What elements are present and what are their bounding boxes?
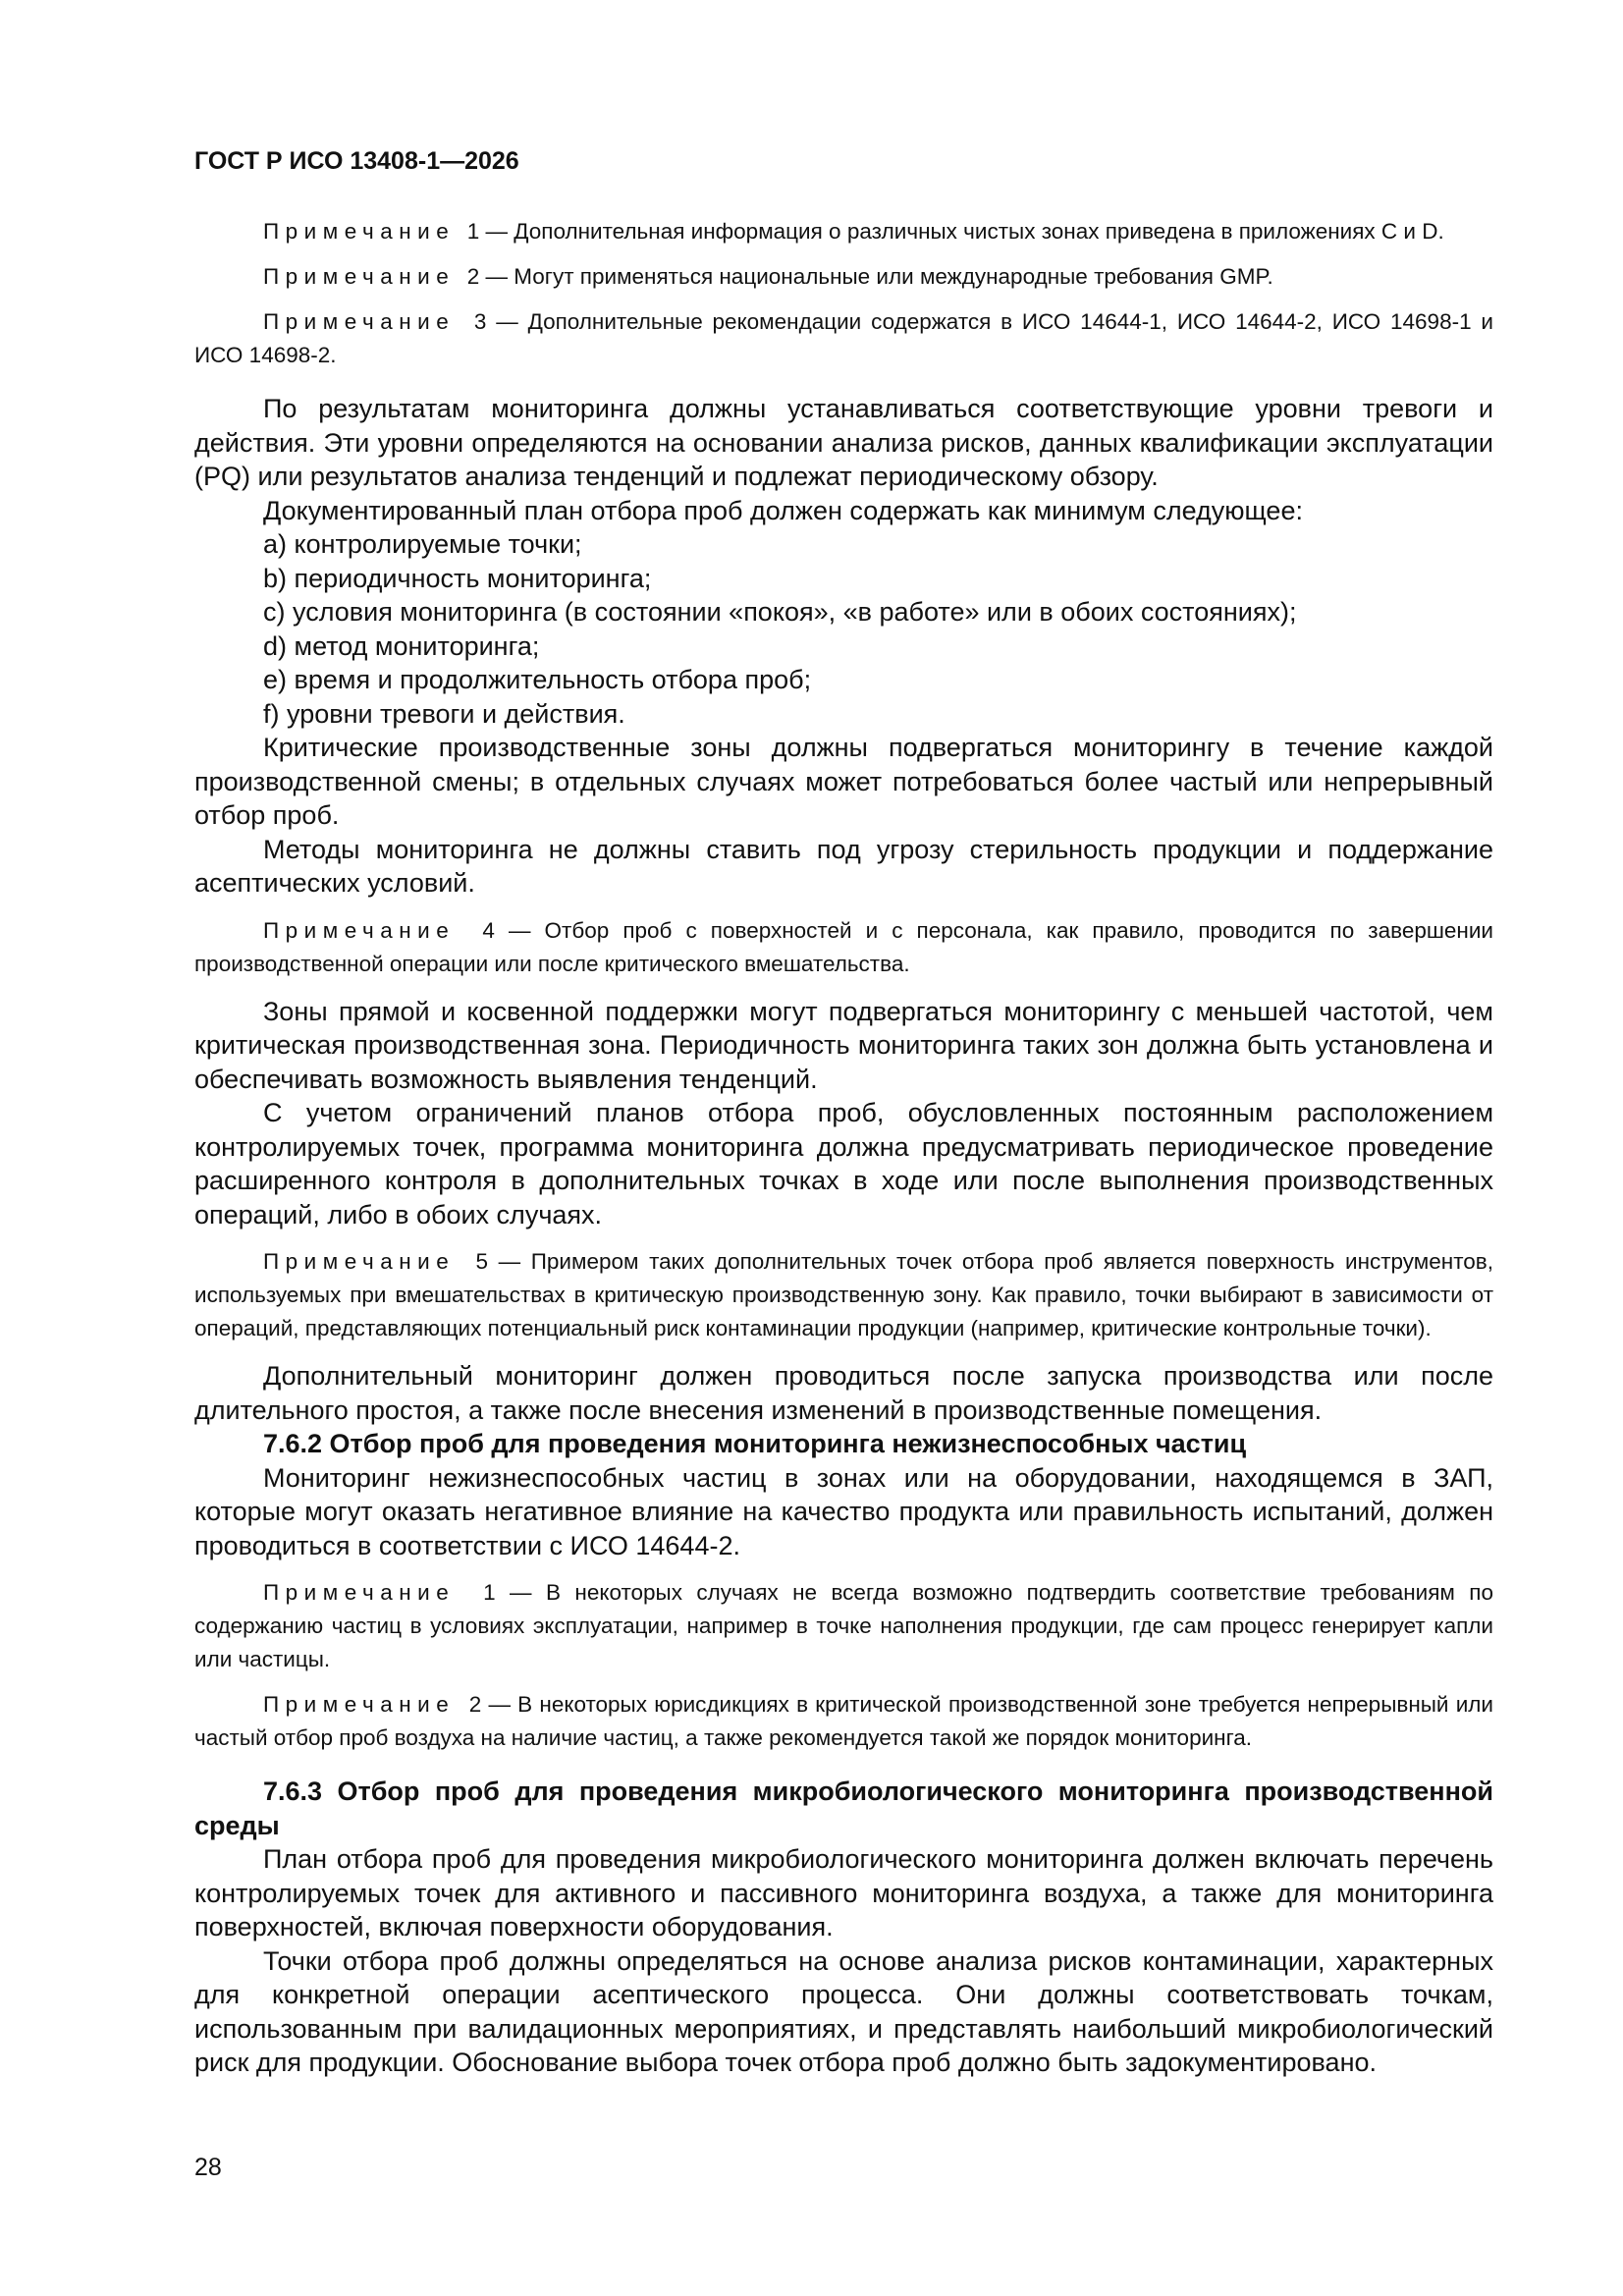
document-header: ГОСТ Р ИСО 13408-1—2026 xyxy=(194,147,519,175)
note-number: 5 xyxy=(475,1249,488,1274)
section-heading-7-6-2: 7.6.2 Отбор проб для проведения мониторинга нежизнеспособных частиц xyxy=(263,1429,1247,1458)
note-text: — Дополнительная информация о различных чистых зонах приведена в приложениях C и D. xyxy=(485,219,1444,244)
note-5 xyxy=(194,1245,1493,1345)
paragraph: По результатам мониторинга должны устанавливаться соответствующие уровни тревоги и действия. Эти уровни определяются на основании анализа рисков, данных квалификации эксплуатации (PQ) или результатов анализа тенденций и подлежат периодическому обзору. xyxy=(194,394,1493,491)
note-2 xyxy=(194,1688,1493,1755)
paragraph: Критические производственные зоны должны подвергаться мониторингу в течение каждой производственной смены; в отдельных случаях может потребоваться более частый или непрерывный отбор проб. xyxy=(194,733,1493,830)
paragraph: Дополнительный мониторинг должен проводиться после запуска производства или после длительного простоя, а также после внесения изменений в производственные помещения. xyxy=(194,1361,1493,1425)
note-text: — В некоторых случаях не всегда возможно подтвердить соответствие требованиям по содержанию частиц в условиях эксплуатации, например в точке наполнения продукции, где сам процесс генерирует капли или частицы. xyxy=(194,1580,1493,1671)
note-label: Примечание xyxy=(263,917,456,943)
note-number: 3 xyxy=(473,309,487,334)
page-number: 28 xyxy=(194,2154,222,2181)
note-text: — Дополнительные рекомендации содержатся в ИСО 14644-1, ИСО 14644-2, ИСО 14698-1 и ИСО 14698-2. xyxy=(194,309,1493,367)
note-number: 4 xyxy=(482,917,495,943)
list-item: d) метод мониторинга; xyxy=(263,630,540,661)
note-block xyxy=(194,914,1493,981)
note-text: — Отбор проб с поверхностей и с персонала, как правило, проводится по завершении производственной операции или после критического вмешательства. xyxy=(194,917,1493,976)
note-label: Примечание xyxy=(263,1692,456,1717)
note-text: — Примером таких дополнительных точек отбора проб является поверхность инструментов, используемых при вмешательствах в критическую производственную зону. Как правило, точки выбирают в зависимости от операций, представляющих потенциальный риск контаминации продукции (например, критические контрольные точки). xyxy=(194,1249,1493,1340)
note-1 xyxy=(194,1576,1493,1676)
note-label: Примечание xyxy=(263,1580,456,1605)
note-3 xyxy=(194,305,1493,372)
note-block xyxy=(194,1576,1493,1755)
paragraph: Документированный план отбора проб должен содержать как минимум следующее: xyxy=(263,495,1303,525)
list-item: c) условия мониторинга (в состоянии «покоя», «в работе» или в обоих состояниях); xyxy=(263,597,1297,627)
note-label: Примечание xyxy=(263,1249,456,1274)
paragraph: Мониторинг нежизнеспособных частиц в зонах или на оборудовании, находящемся в ЗАП, которые могут оказать негативное влияние на качество продукта или правильность испытаний, должен проводиться в соответствии с ИСО 14644-2. xyxy=(194,1462,1493,1560)
note-block xyxy=(194,1245,1493,1345)
list-item: f) уровни тревоги и действия. xyxy=(263,698,625,729)
paragraph: Точки отбора проб должны определяться на основе анализа рисков контаминации, характерных для конкретной операции асептического процесса. Они должны соответствовать точкам, использованным при валидационных мероприятиях, и представлять наибольший микробиологический риск для продукции. Обоснование выбора точек отбора проб должно быть задокументировано. xyxy=(194,1945,1493,2077)
note-2 xyxy=(194,260,1493,294)
list-item: e) время и продолжительность отбора проб; xyxy=(263,665,812,694)
note-label: Примечание xyxy=(263,264,456,289)
note-number: 1 xyxy=(483,1580,496,1605)
section-heading-7-6-3: 7.6.3 Отбор проб для проведения микробиологического мониторинга производственной среды xyxy=(194,1777,1493,1840)
list-item: b) периодичность мониторинга; xyxy=(263,563,652,593)
note-4 xyxy=(194,914,1493,981)
paragraph: Зоны прямой и косвенной поддержки могут подвергаться мониторингу с меньшей частотой, чем критическая производственная зона. Периодичность мониторинга таких зон должна быть установлена и обеспечивать возможность выявления тенденций. xyxy=(194,996,1493,1094)
list-item: a) контролируемые точки; xyxy=(263,529,582,559)
requirements-list xyxy=(194,527,1493,731)
note-text: — В некоторых юрисдикциях в критической производственной зоне требуется непрерывный или частый отбор проб воздуха на наличие частиц, а также рекомендуется такой же порядок мониторинга. xyxy=(194,1692,1493,1750)
note-1 xyxy=(194,215,1493,248)
note-label: Примечание xyxy=(263,309,456,334)
note-text: — Могут применяться национальные или международные требования GMP. xyxy=(485,264,1273,289)
page-content xyxy=(194,147,1493,2080)
note-number: 2 xyxy=(468,1692,482,1717)
note-label: Примечание xyxy=(263,219,456,244)
paragraph: План отбора проб для проведения микробиологического мониторинга должен включать перечень контролируемых точек для активного и пассивного мониторинга воздуха, а также для мониторинга поверхностей, включая поверхности оборудования. xyxy=(194,1844,1493,1941)
paragraph: Методы мониторинга не должны ставить под угрозу стерильность продукции и поддержание асептических условий. xyxy=(194,834,1493,898)
paragraph: С учетом ограничений планов отбора проб, обусловленных постоянным расположением контролируемых точек, программа мониторинга должна предусматривать периодическое проведение расширенного контроля в дополнительных точках в ходе или после выполнения производственных операций, либо в обоих случаях. xyxy=(194,1098,1493,1230)
note-number: 1 xyxy=(466,219,480,244)
note-number: 2 xyxy=(466,264,480,289)
